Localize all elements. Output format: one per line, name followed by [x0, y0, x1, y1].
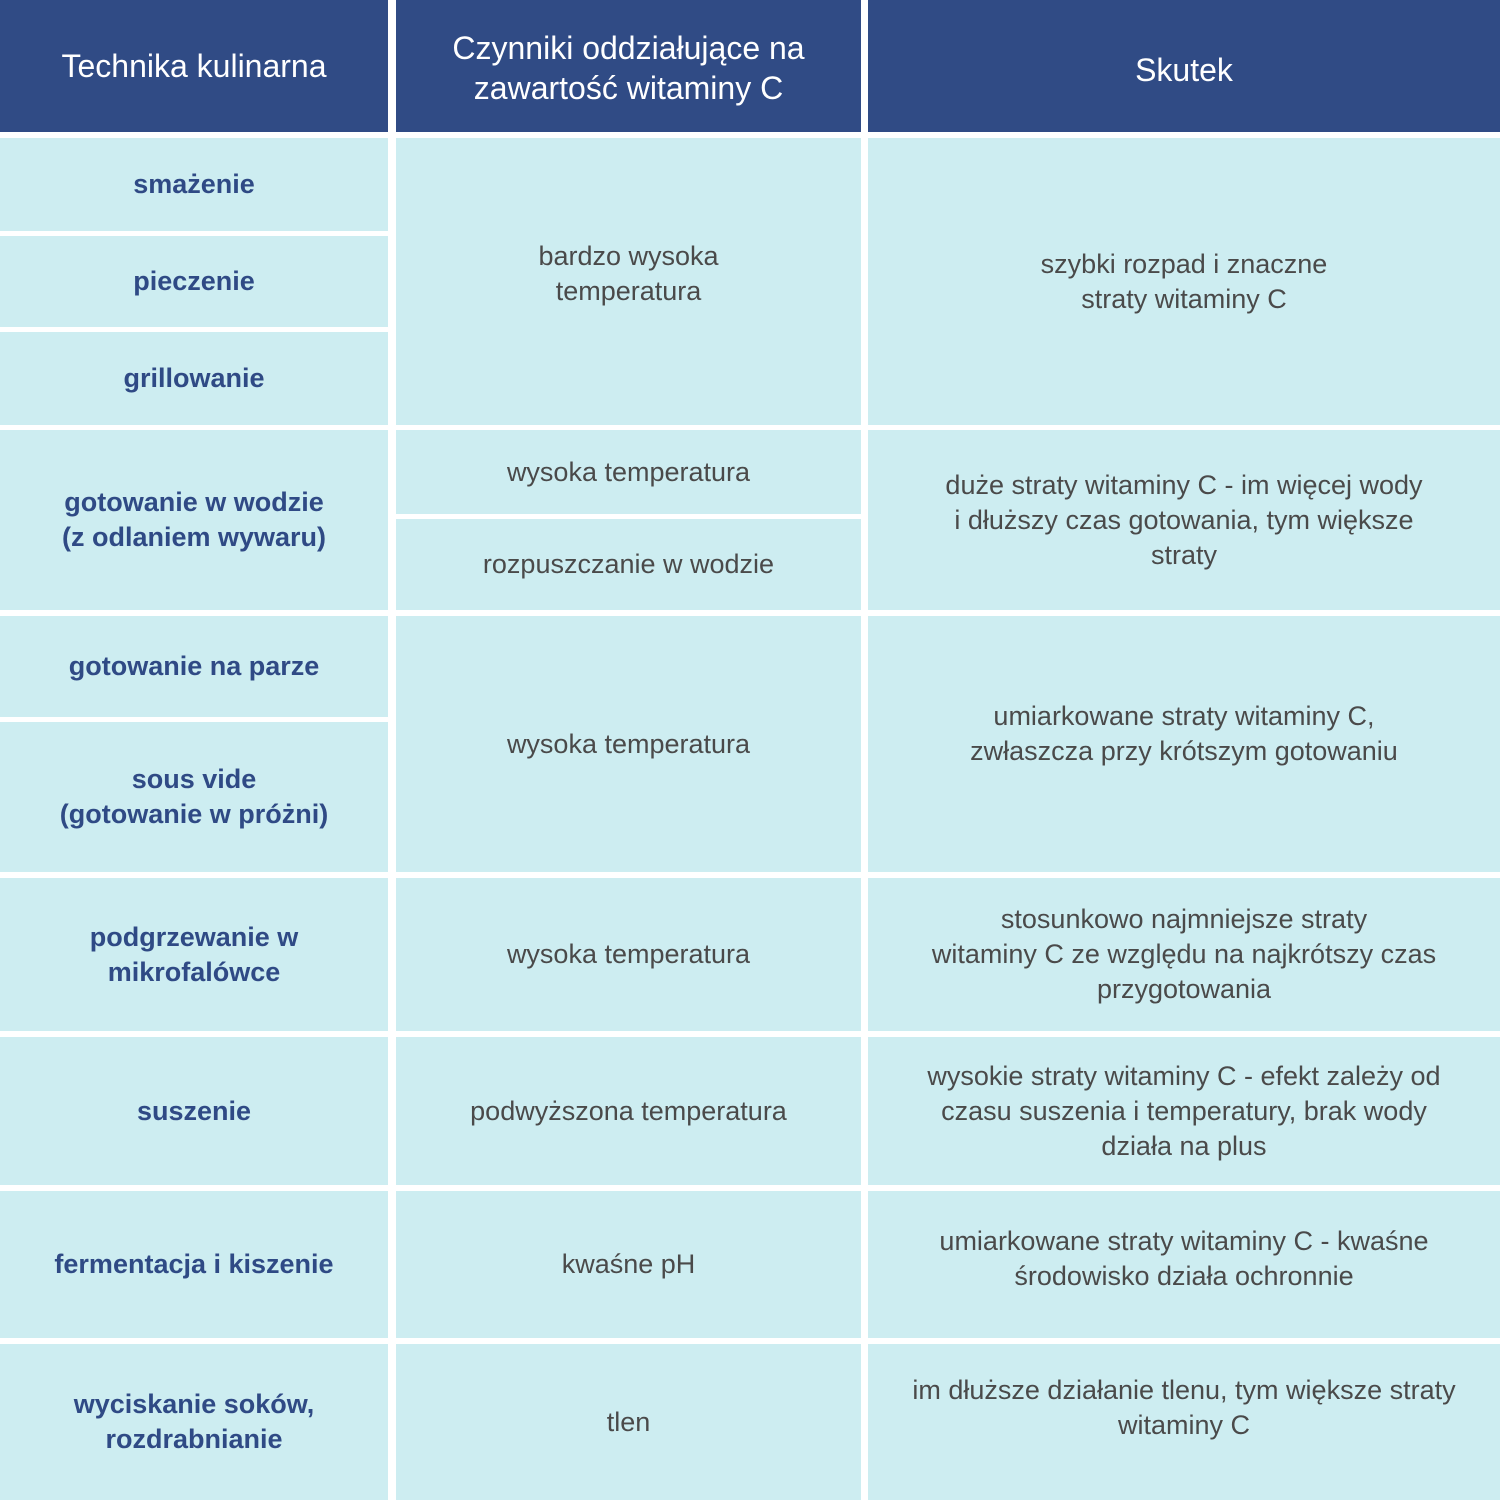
factor-label: rozpuszczanie w wodzie: [482, 549, 775, 579]
header-technique: [0, 0, 388, 132]
tech-cell-baking: [0, 236, 388, 327]
tech-label: grillowanie: [123, 363, 265, 393]
effect-cell-steaming: [868, 616, 1500, 872]
factor-label: wysoka temperatura: [506, 939, 751, 969]
effect-cell-frying: [868, 138, 1500, 425]
effect-cell-juicing: [868, 1344, 1500, 1500]
tech-cell-sous-vide: [0, 722, 388, 872]
factor-label: kwaśne pH: [561, 1249, 696, 1279]
tech-label: pieczenie: [133, 266, 255, 296]
tech-cell-juicing: [0, 1344, 388, 1500]
factor-label: wysoka temperatura: [506, 728, 751, 759]
tech-label: smażenie: [133, 169, 255, 199]
effect-label: stosunkowo najmniejsze straty witaminy C ze względu na najkrótszy czas przygotowania: [931, 904, 1437, 1004]
effect-label: szybki rozpad i znaczne straty witaminy C: [1040, 248, 1328, 314]
effect-cell-microwave: [868, 878, 1500, 1031]
effect-cell-drying: [868, 1037, 1500, 1185]
effect-label: duże straty witaminy C - im więcej wody i dłuższy czas gotowania, tym większe straty: [945, 469, 1423, 570]
tech-label: podgrzewanie w mikrofalówce: [89, 921, 299, 987]
effect-label: wysokie straty witaminy C - efekt zależy od czasu suszenia i temperatury, brak wody działa na plus: [927, 1060, 1441, 1161]
factor-cell-boiling-temp: [396, 430, 861, 514]
factor-cell-fermentation: [396, 1191, 861, 1338]
factor-cell-boiling-dissolve: [396, 519, 861, 610]
tech-cell-drying: [0, 1037, 388, 1185]
factor-label: podwyższona temperatura: [470, 1095, 787, 1126]
tech-label: gotowanie na parze: [68, 651, 320, 681]
tech-label: gotowanie w wodzie (z odlaniem wywaru): [61, 487, 327, 552]
header-technique-label: Technika kulinarna: [61, 48, 327, 84]
factor-cell-juicing: [396, 1344, 861, 1500]
tech-label: suszenie: [136, 1095, 252, 1126]
factor-cell-frying: [396, 138, 861, 425]
header-factors: [396, 0, 861, 132]
tech-cell-steaming: [0, 616, 388, 717]
factor-label: tlen: [606, 1406, 651, 1437]
tech-cell-boiling: [0, 430, 388, 610]
header-factors-label: Czynniki oddziałujące na zawartość witaminy C: [452, 30, 805, 106]
header-effect-label: Skutek: [1135, 52, 1233, 88]
factor-cell-drying: [396, 1037, 861, 1185]
effect-cell-fermentation: [868, 1191, 1500, 1338]
tech-cell-grilling: [0, 332, 388, 425]
effect-label: im dłuższe działanie tlenu, tym większe straty witaminy C: [912, 1375, 1456, 1440]
tech-label: wyciskanie soków, rozdrabnianie: [73, 1389, 315, 1454]
effect-label: umiarkowane straty witaminy C, zwłaszcza przy krótszym gotowaniu: [970, 701, 1398, 766]
tech-cell-frying: [0, 138, 388, 231]
tech-cell-fermentation: [0, 1191, 388, 1338]
factor-cell-steaming: [396, 616, 861, 872]
tech-label: sous vide (gotowanie w próżni): [59, 764, 329, 829]
tech-label: fermentacja i kiszenie: [54, 1249, 334, 1279]
effect-cell-boiling: [868, 430, 1500, 610]
factor-cell-microwave: [396, 878, 861, 1031]
tech-cell-microwave: [0, 878, 388, 1031]
effect-label: umiarkowane straty witaminy C - kwaśne środowisko działa ochronnie: [939, 1225, 1429, 1291]
factor-label: bardzo wysoka temperatura: [538, 241, 719, 306]
header-effect: [868, 0, 1500, 132]
factor-label: wysoka temperatura: [506, 456, 751, 487]
